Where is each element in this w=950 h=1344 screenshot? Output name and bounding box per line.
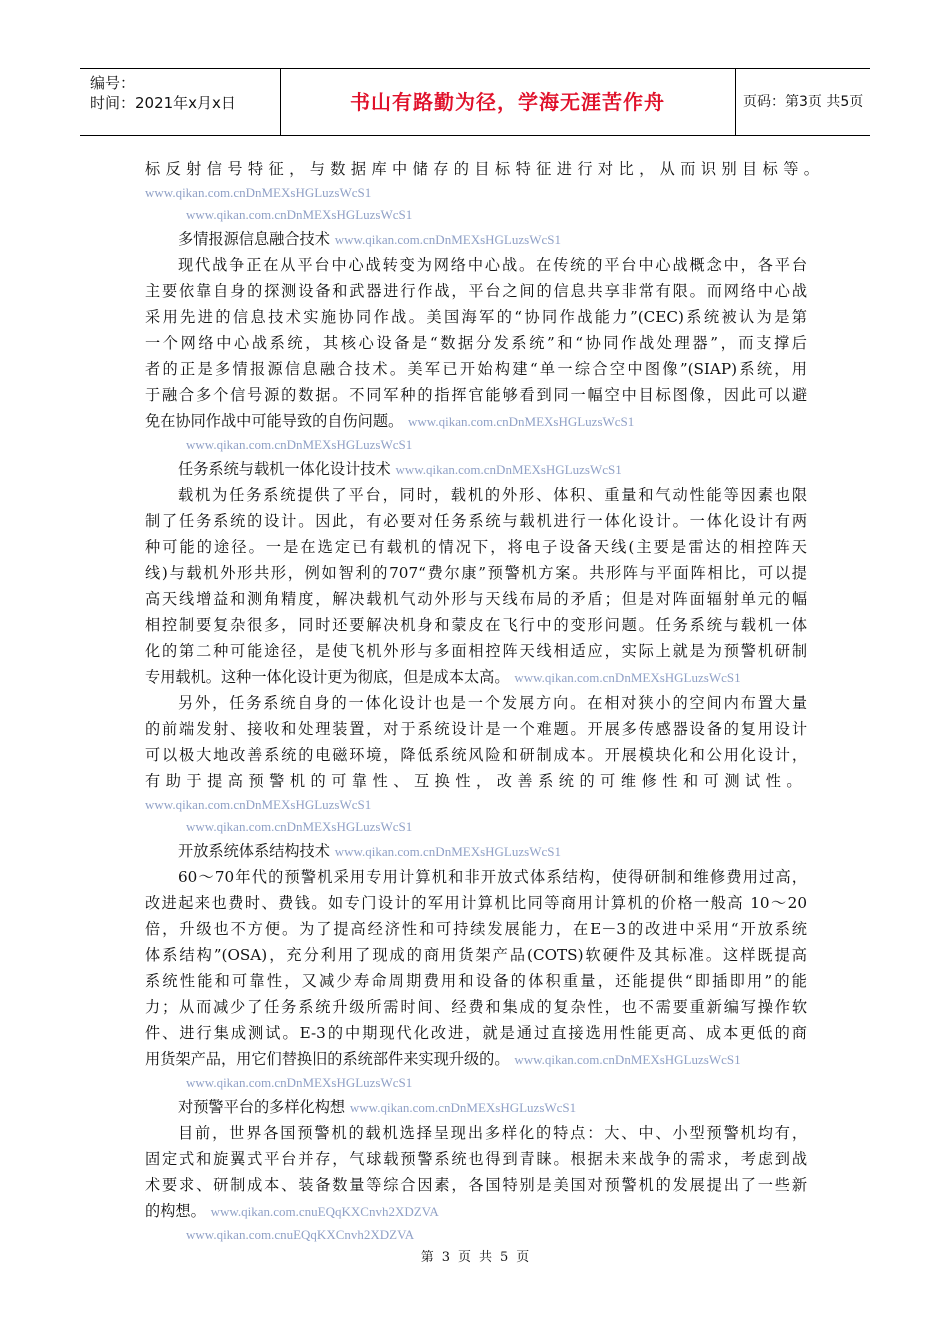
watermark-link[interactable]: www.qikan.com.cnuEQqKXCnvh2XDZVA — [186, 1227, 415, 1242]
watermark-link[interactable]: www.qikan.com.cnDnMEXsHGLuzsWcS1 — [186, 207, 413, 222]
page-info: 页码：第3页 共5页 — [743, 94, 864, 110]
document-body — [145, 156, 825, 1246]
body-line: 另外，任务系统自身的一体化设计也是一个发展方向。在相对狭小的空间内布置大量 — [178, 694, 807, 712]
body-text: 用货架产品，用它们替换旧的系统部件来实现升级的。 — [145, 1050, 510, 1068]
section-title-1: 多情报源信息融合技术 — [178, 230, 330, 248]
footer-total-pages: 5 — [500, 1250, 509, 1265]
section-title-3: 开放系统体系结构技术 — [178, 842, 330, 860]
watermark-link[interactable]: www.qikan.com.cnDnMEXsHGLuzsWcS1 — [334, 232, 561, 247]
body-line: 采用先进的信息技术实施协同作战。美国海军的“协同作战能力”(CEC)系统被认为是第 — [145, 308, 807, 326]
body-line — [145, 1198, 807, 1224]
section-heading — [145, 456, 807, 482]
footer-text: 第 — [420, 1250, 434, 1265]
body-line — [145, 408, 807, 434]
body-line: 载机为任务系统提供了平台，同时，载机的外形、体积、重量和气动性能等因素也限 — [178, 486, 807, 504]
body-text: 免在协同作战中可能导致的自伤问题。 — [145, 412, 404, 430]
body-line: 制了任务系统的设计。因此，有必要对任务系统与载机进行一体化设计。一体化设计有两 — [145, 512, 807, 530]
section-heading — [145, 226, 807, 252]
body-line: 高天线增益和测角精度，解决载机气动外形与天线布局的矛盾；但是对阵面辐射单元的幅 — [145, 590, 807, 608]
body-text: 的构想。 — [145, 1202, 206, 1220]
section-title-4: 对预警平台的多样化构想 — [178, 1098, 346, 1116]
footer-text: 共 — [479, 1250, 493, 1265]
body-line: 有助于提高预警机的可靠性、互换性，改善系统的可维修性和可测试性。 — [145, 772, 807, 790]
section-heading — [145, 1094, 807, 1120]
page-footer — [0, 1246, 950, 1265]
body-line: 种可能的途径。一是在选定已有载机的情况下，将电子设备天线(主要是雷达的相控阵天 — [145, 538, 807, 556]
body-line: 件、进行集成测试。E-3的中期现代化改进，就是通过直接选用性能更高、成本更低的商 — [145, 1024, 807, 1042]
watermark-link[interactable]: www.qikan.com.cnDnMEXsHGLuzsWcS1 — [408, 414, 635, 429]
header-motto-cell — [280, 69, 736, 135]
body-line — [145, 1046, 807, 1072]
body-line: 主要依靠自身的探测设备和武器进行作战，平台之间的信息共享非常有限。而网络中心战 — [145, 282, 807, 300]
section-heading — [145, 838, 807, 864]
watermark-link[interactable]: www.qikan.com.cnDnMEXsHGLuzsWcS1 — [186, 437, 413, 452]
footer-text: 页 — [457, 1250, 471, 1265]
watermark-link[interactable]: www.qikan.com.cnDnMEXsHGLuzsWcS1 — [349, 1100, 577, 1115]
watermark-link[interactable]: www.qikan.com.cnDnMEXsHGLuzsWcS1 — [186, 819, 413, 834]
body-text: 专用载机。这种一体化设计更为彻底，但是成本太高。 — [145, 668, 510, 686]
watermark-link[interactable]: www.qikan.com.cnDnMEXsHGLuzsWcS1 — [145, 797, 372, 812]
section-title-2: 任务系统与载机一体化设计技术 — [178, 460, 391, 478]
date-label: 时间：2021年x月x日 — [90, 94, 236, 112]
body-line: 相控制要复杂很多，同时还要解决机身和蒙皮在飞行中的变形问题。任务系统与载机一体 — [145, 616, 807, 634]
motto: 书山有路勤为径，学海无涯苦作舟 — [350, 90, 665, 114]
body-line: 术要求、研制成本、装备数量等综合因素，各国特别是美国对预警机的发展提出了一些新 — [145, 1176, 807, 1194]
body-line: 线)与载机外形共形，例如智利的707“费尔康”预警机方案。共形阵与平面阵相比，可以提 — [145, 564, 807, 582]
body-line: 力；从而减少了任务系统升级所需时间、经费和集成的复杂性，也不需要重新编写操作软 — [145, 998, 807, 1016]
body-line: 倍，升级也不方便。为了提高经济性和可持续发展能力，在E－3的改进中采用“开放系统 — [145, 920, 807, 938]
watermark-link[interactable]: www.qikan.com.cnDnMEXsHGLuzsWcS1 — [395, 462, 622, 477]
header-meta — [80, 69, 281, 135]
page-header — [80, 68, 870, 136]
body-line: 体系结构”(OSA)，充分利用了现成的商用货架产品(COTS)软硬件及其标准。这样既提高 — [145, 946, 807, 964]
watermark-link[interactable]: www.qikan.com.cnDnMEXsHGLuzsWcS1 — [145, 185, 372, 200]
footer-page-number: 3 — [441, 1250, 450, 1265]
watermark-link[interactable]: www.qikan.com.cnDnMEXsHGLuzsWcS1 — [514, 1052, 741, 1067]
number-label: 编号： — [90, 74, 136, 92]
footer-text: 页 — [516, 1250, 530, 1265]
body-line: 可以极大地改善系统的电磁环境，降低系统风险和研制成本。开展模块化和公用化设计， — [145, 746, 807, 764]
body-line: 标反射信号特征，与数据库中储存的目标特征进行对比，从而识别目标等。 — [145, 160, 825, 178]
body-line: 60～70年代的预警机采用专用计算机和非开放式体系结构，使得研制和维修费用过高， — [178, 868, 807, 886]
watermark-link[interactable]: www.qikan.com.cnDnMEXsHGLuzsWcS1 — [186, 1075, 413, 1090]
watermark-link[interactable]: www.qikan.com.cnDnMEXsHGLuzsWcS1 — [334, 844, 561, 859]
watermark-link[interactable]: www.qikan.com.cnuEQqKXCnvh2XDZVA — [210, 1204, 439, 1219]
body-line: 于融合多个信号源的数据。不同军种的指挥官能够看到同一幅空中目标图像，因此可以避 — [145, 386, 807, 404]
body-line: 固定式和旋翼式平台并存，气球载预警系统也得到青睐。根据未来战争的需求，考虑到战 — [145, 1150, 807, 1168]
body-line: 的前端发射、接收和处理装置，对于系统设计是一个难题。开展多传感器设备的复用设计 — [145, 720, 807, 738]
body-line: 现代战争正在从平台中心战转变为网络中心战。在传统的平台中心战概念中，各平台 — [178, 256, 807, 274]
header-page-cell — [735, 69, 870, 135]
body-line — [145, 664, 807, 690]
body-line: 化的第二种可能途径，是使飞机外形与多面相控阵天线相适应，实际上就是为预警机研制 — [145, 642, 807, 660]
body-line: 系统性能和可靠性，又减少寿命周期费用和设备的体积重量，还能提供“即插即用”的能 — [145, 972, 807, 990]
body-line: 改进起来也费时、费钱。如专门设计的军用计算机比同等商用计算机的价格一般高 10～20 — [145, 894, 807, 912]
body-line: 目前，世界各国预警机的载机选择呈现出多样化的特点：大、中、小型预警机均有， — [178, 1124, 807, 1142]
body-line: 一个网络中心战系统，其核心设备是“数据分发系统”和“协同作战处理器”，而支撑后 — [145, 334, 807, 352]
watermark-link[interactable]: www.qikan.com.cnDnMEXsHGLuzsWcS1 — [514, 670, 741, 685]
body-line: 者的正是多情报源信息融合技术。美军已开始构建“单一综合空中图像”(SIAP)系统，用 — [145, 360, 807, 378]
